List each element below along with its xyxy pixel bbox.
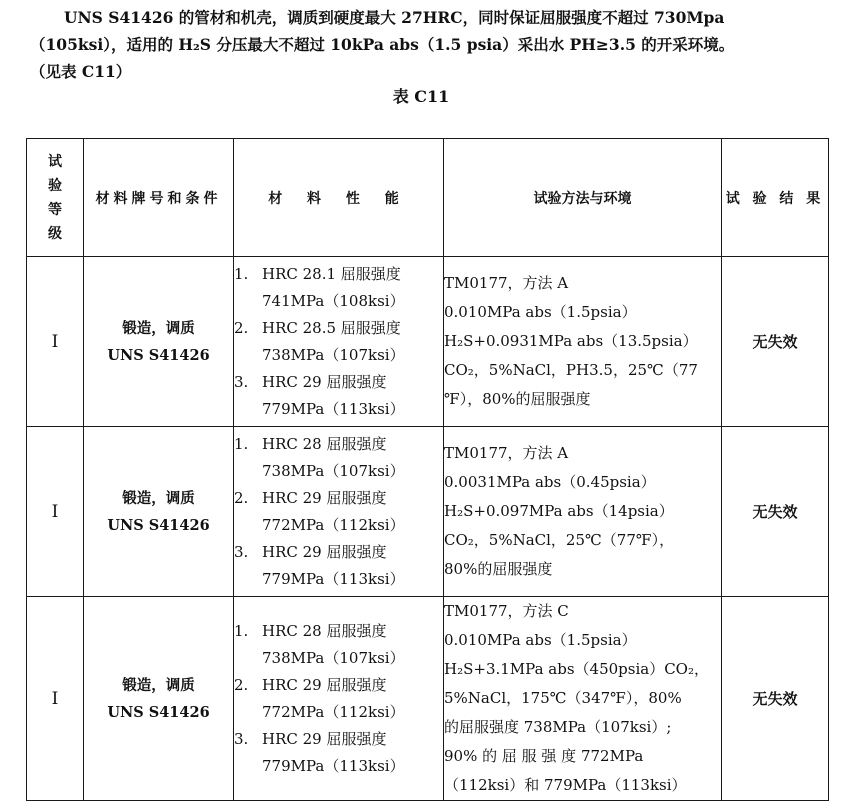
- cell-properties: [234, 597, 444, 801]
- cell-grade: I: [27, 257, 84, 427]
- cell-method: TM0177，方法 A 0.0031MPa abs（0.45psia） H₂S+0.097MPa abs（14psia） CO₂，5%NaCl，25℃（77℉）， 80%的屈服强度: [444, 427, 722, 597]
- intro-line-2: （105ksi），适用的 H₂S 分压最大不超过 10kPa abs（1.5 psia）采出水 PH≥3.5 的开采环境。: [30, 35, 735, 54]
- property-item: HRC 28.1 屈服强度 741MPa（108ksi）: [262, 264, 405, 310]
- cell-result: 无失效: [722, 597, 829, 801]
- cell-grade: I: [27, 427, 84, 597]
- cell-material: 锻造，调质 UNS S41426: [84, 257, 234, 427]
- cell-result: 无失效: [722, 257, 829, 427]
- header-properties: 材 料 性 能: [234, 139, 444, 257]
- intro-line-1: UNS S41426 的管材和机壳，调质到硬度最大 27HRC，同时保证屈服强度不超过 730Mpa: [64, 8, 725, 27]
- header-test-result: 试 验 结 果: [722, 139, 829, 257]
- property-item: HRC 29 屈服强度 779MPa（113ksi）: [262, 542, 405, 588]
- property-item: HRC 29 屈服强度 779MPa（113ksi）: [262, 372, 405, 418]
- cell-method: TM0177，方法 C 0.010MPa abs（1.5psia） H₂S+3.1MPa abs（450psia）CO₂， 5%NaCl，175℃（347℉），80% 的屈服强度 738MPa（107ksi）; 90% 的 屈 服 强 度 772MPa （112ksi）和 779MPa（113ksi）: [444, 597, 722, 801]
- property-item: HRC 29 屈服强度 772MPa（112ksi）: [262, 488, 405, 534]
- property-item: HRC 28.5 屈服强度 738MPa（107ksi）: [262, 318, 405, 364]
- cell-properties: [234, 427, 444, 597]
- property-item: HRC 29 屈服强度 772MPa（112ksi）: [262, 675, 405, 721]
- property-item: HRC 28 屈服强度 738MPa（107ksi）: [262, 621, 405, 667]
- property-item: HRC 29 屈服强度 779MPa（113ksi）: [262, 729, 405, 775]
- table-row: [27, 427, 829, 597]
- table-header-row: [27, 139, 829, 257]
- header-material: 材料牌号和条件: [84, 139, 234, 257]
- cell-grade: I: [27, 597, 84, 801]
- cell-result: 无失效: [722, 427, 829, 597]
- intro-paragraph: [30, 4, 820, 85]
- cell-material: 锻造，调质 UNS S41426: [84, 597, 234, 801]
- table-row: [27, 257, 829, 427]
- cell-properties: [234, 257, 444, 427]
- cell-material: 锻造，调质 UNS S41426: [84, 427, 234, 597]
- table-row: [27, 597, 829, 801]
- header-test-method: 试验方法与环境: [444, 139, 722, 257]
- table-caption: 表 C11: [392, 87, 450, 106]
- header-test-grade: 试 验 等 级: [27, 139, 84, 257]
- property-item: HRC 28 屈服强度 738MPa（107ksi）: [262, 434, 405, 480]
- cell-method: TM0177，方法 A 0.010MPa abs（1.5psia） H₂S+0.0931MPa abs（13.5psia） CO₂，5%NaCl，PH3.5，25℃（77 ℉），80%的屈服强度: [444, 257, 722, 427]
- test-results-table: [26, 138, 829, 801]
- intro-line-3: （见表 C11）: [30, 62, 132, 81]
